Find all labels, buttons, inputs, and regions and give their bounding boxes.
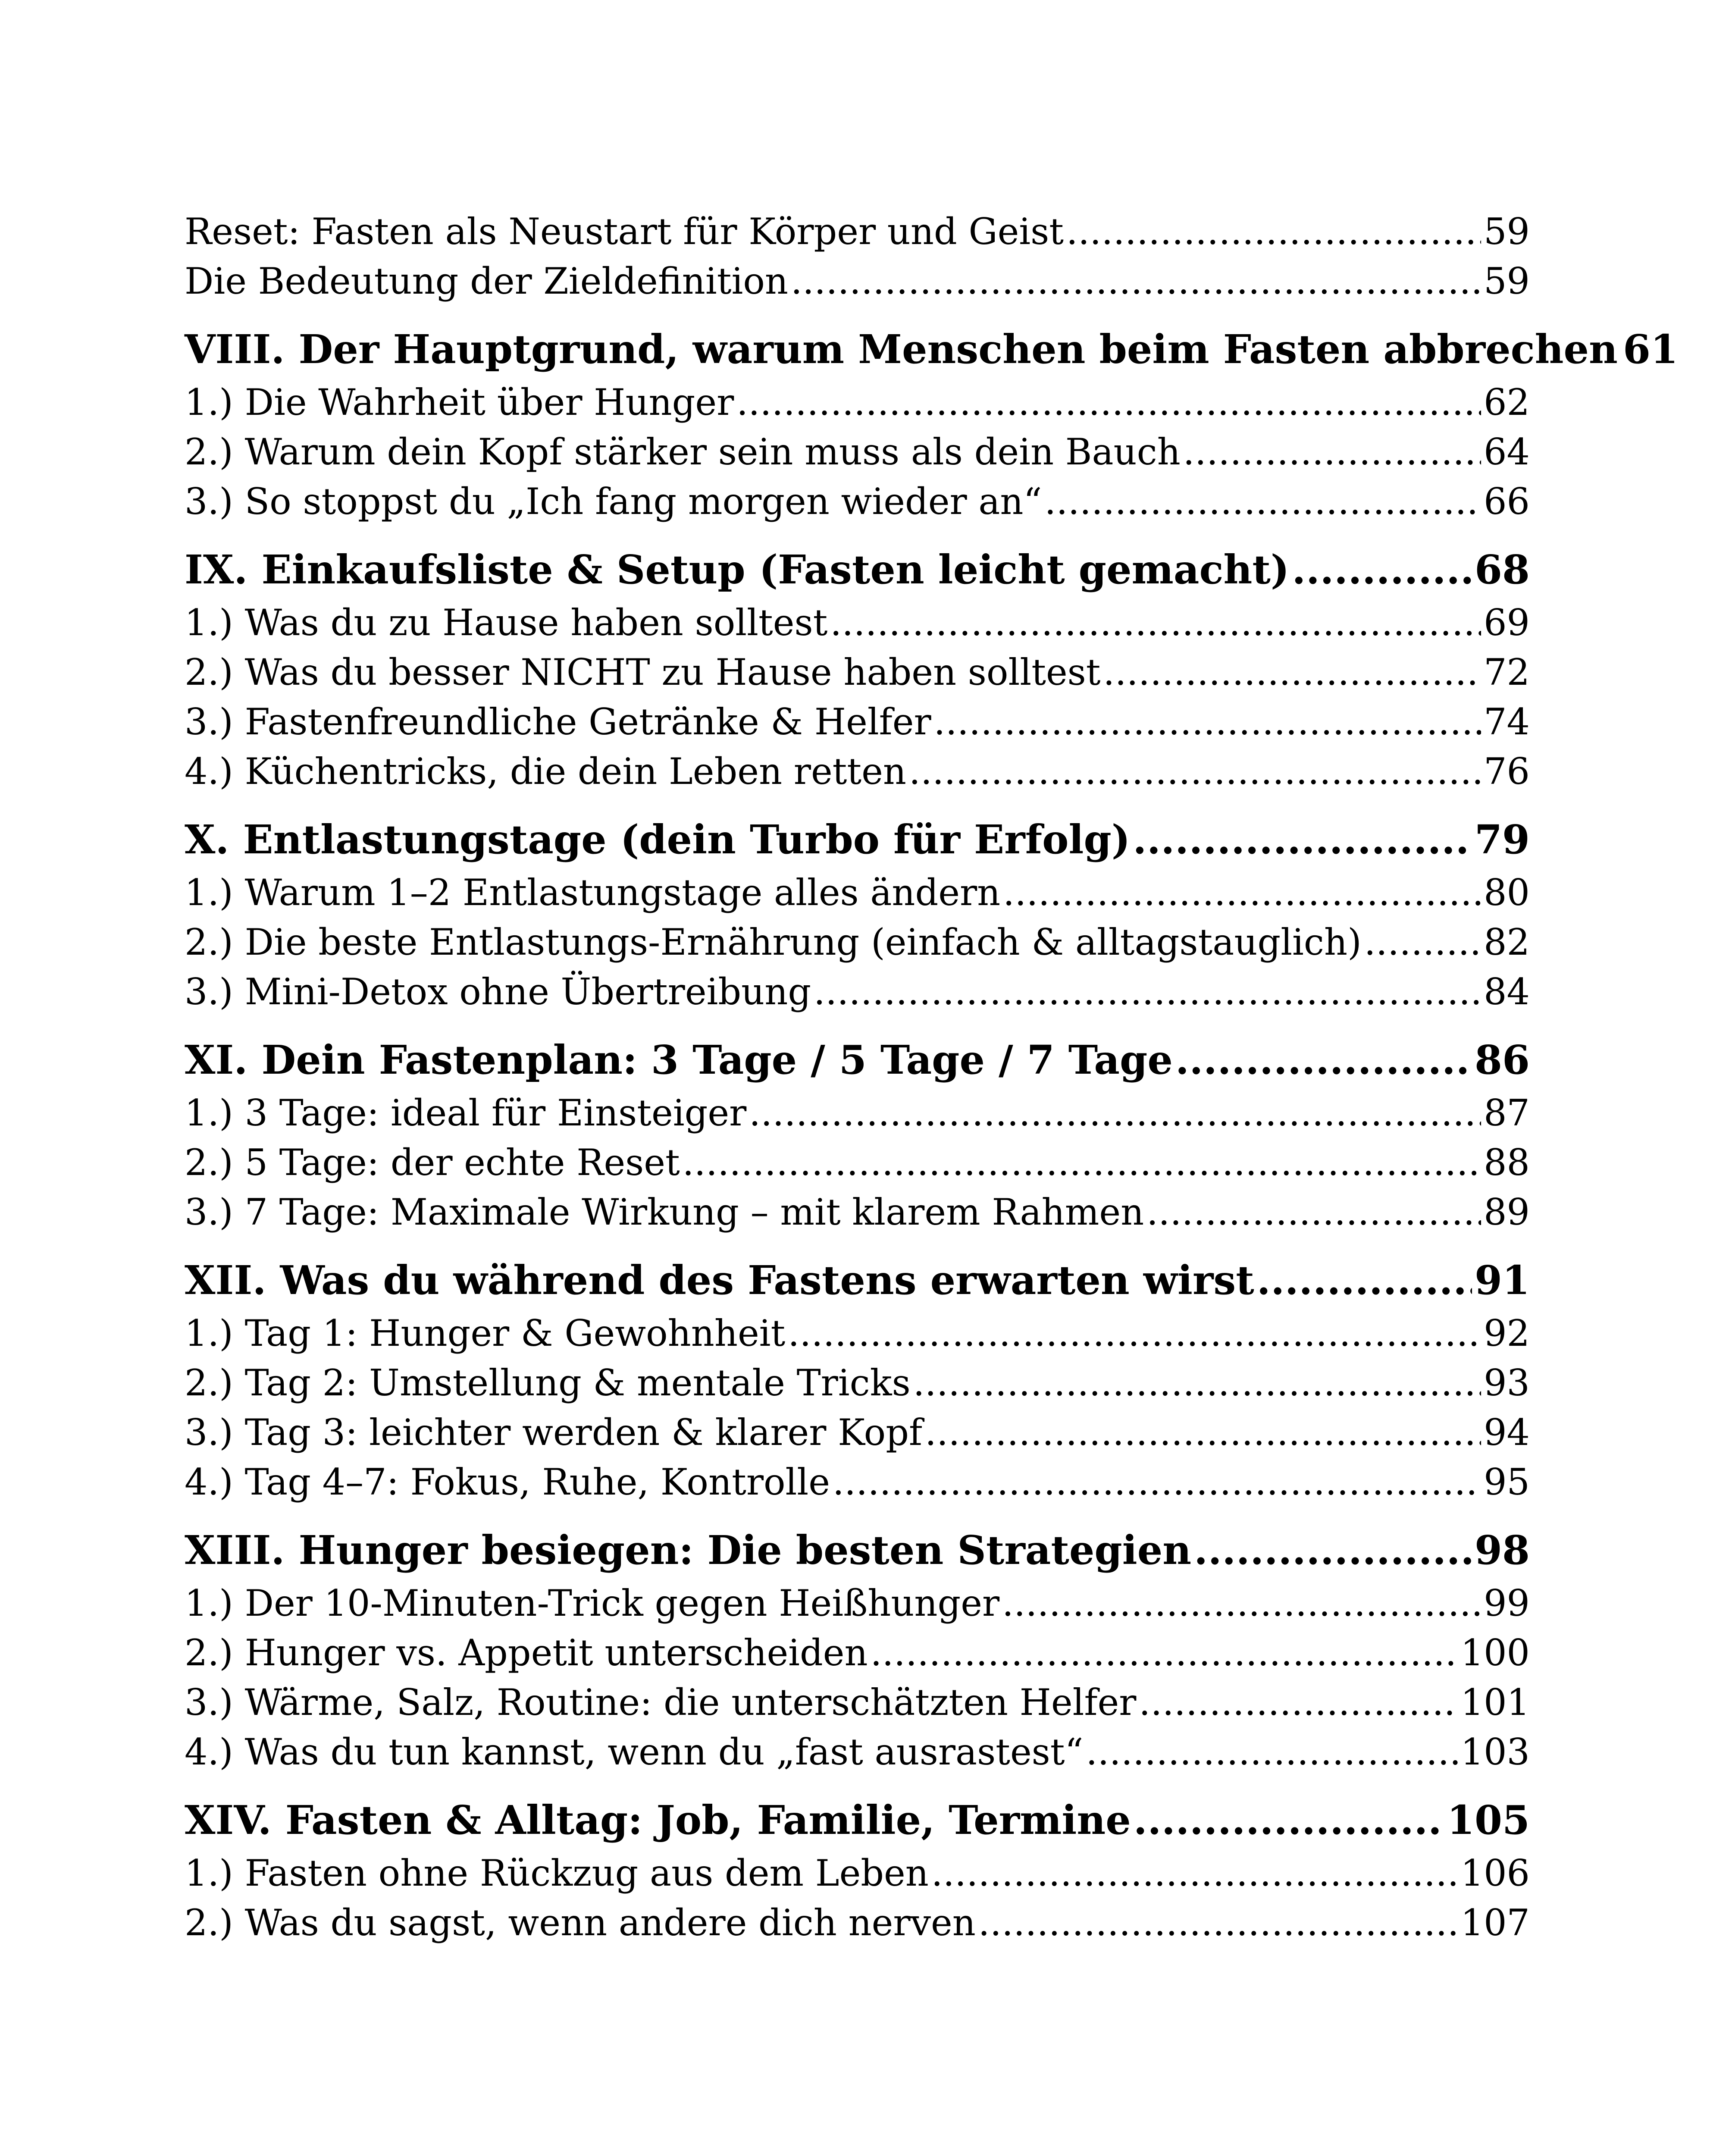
toc-entry [185,1408,1530,1457]
dot-leader [683,1138,1481,1188]
dot-leader [1364,918,1481,967]
toc-entry [185,1727,1530,1777]
toc-entry [185,378,1530,427]
toc-entry-page: 66 [1484,480,1530,523]
dot-leader [925,1408,1481,1457]
toc-entry-page: 89 [1484,1191,1530,1233]
toc-chapter-page: 68 [1474,546,1530,593]
toc-entry [185,1898,1530,1948]
toc-chapter-title: XIV. Fasten & Alltag: Job, Familie, Termine [185,1797,1131,1843]
toc-chapter-title: X. Entlastungstage (dein Turbo für Erfolg) [185,816,1131,863]
toc-entry-label: 2.) Tag 2: Umstellung & mentale Tricks [185,1362,911,1404]
toc-entry-label: 1.) Fasten ohne Rückzug aus dem Leben [185,1852,929,1894]
toc-entry-label: 2.) 5 Tage: der echte Reset [185,1141,680,1184]
toc-chapter-heading [185,1522,1530,1579]
dot-leader [1292,541,1472,598]
dot-leader [1002,1579,1481,1628]
toc-entry [185,257,1530,306]
toc-entry-page: 72 [1484,651,1530,693]
dot-leader [1175,1031,1472,1088]
toc-entry-page: 82 [1484,921,1530,963]
toc-entry-page: 95 [1484,1461,1530,1503]
toc-entry-page: 76 [1484,750,1530,793]
toc-entry-page: 103 [1460,1731,1530,1773]
toc-chapter-heading [185,321,1678,378]
toc-entry [185,1678,1530,1727]
dot-leader [1257,1252,1472,1309]
dot-leader [1086,1727,1458,1777]
toc-entry [185,1309,1530,1358]
toc-entry-label: 2.) Hunger vs. Appetit unterscheiden [185,1632,868,1674]
toc-entry-page: 99 [1484,1582,1530,1624]
toc-chapter-title: XI. Dein Fastenplan: 3 Tage / 5 Tage / 7 Tage [185,1037,1173,1083]
toc-entry [185,477,1530,526]
toc-entry-label: 3.) Tag 3: leichter werden & klarer Kopf [185,1411,923,1454]
toc-entry-label: 1.) 3 Tage: ideal für Einsteiger [185,1092,747,1134]
toc-entry-label: Reset: Fasten als Neustart für Körper und Geist [185,210,1064,253]
toc-chapter-heading [185,811,1530,868]
dot-leader [1183,427,1481,477]
toc-entry-page: 94 [1484,1411,1530,1454]
toc-entry-page: 88 [1484,1141,1530,1184]
toc-entry [185,868,1530,918]
dot-leader [1133,811,1472,868]
toc-chapter-title: XII. Was du während des Fastens erwarten wirst [185,1257,1254,1304]
dot-leader [1003,868,1481,918]
dot-leader [1146,1188,1481,1237]
toc-chapter-heading [185,541,1530,598]
dot-leader [788,1309,1481,1358]
dot-leader [736,378,1481,427]
dot-leader [913,1358,1481,1408]
toc-entry-label: 3.) Wärme, Salz, Routine: die unterschätzten Helfer [185,1681,1137,1724]
toc-entry-label: 1.) Was du zu Hause haben solltest [185,602,828,644]
toc-entry [185,1138,1530,1188]
toc-entry-page: 100 [1460,1632,1530,1674]
toc-entry [185,598,1530,648]
dot-leader [1139,1678,1458,1727]
toc-chapter-page: 91 [1474,1257,1530,1304]
dot-leader [791,257,1481,306]
dot-leader [1194,1522,1472,1579]
toc-entry-page: 69 [1484,602,1530,644]
dot-leader [931,1849,1458,1898]
toc-entry-page: 92 [1484,1312,1530,1354]
toc-entry [185,1358,1530,1408]
toc-entry [185,697,1530,747]
toc-entry-page: 59 [1484,260,1530,302]
toc-entry-label: 4.) Küchentricks, die dein Leben retten [185,750,906,793]
toc-chapter-page: 61 [1622,326,1678,373]
toc-entry-label: 1.) Warum 1–2 Entlastungstage alles ändern [185,871,1001,914]
toc-entry-label: 1.) Der 10-Minuten-Trick gegen Heißhunger [185,1582,1000,1624]
toc-entry [185,648,1530,697]
toc-chapter-page: 105 [1447,1797,1530,1843]
toc-chapter-heading [185,1792,1530,1849]
toc-entry-label: 3.) So stoppst du „Ich fang morgen wieder an“ [185,480,1042,523]
toc-entry-page: 87 [1484,1092,1530,1134]
toc-entry-page: 80 [1484,871,1530,914]
toc-entry-label: Die Bedeutung der Zieldefinition [185,260,788,302]
toc-chapter-heading [185,1031,1530,1088]
toc-entry-label: 2.) Was du sagst, wenn andere dich nerven [185,1902,976,1944]
dot-leader [1066,207,1481,257]
toc-entry [185,747,1530,796]
table-of-contents [185,207,1678,1948]
dot-leader [830,598,1481,648]
toc-entry [185,918,1530,967]
toc-entry [185,1088,1530,1138]
toc-entry-page: 93 [1484,1362,1530,1404]
toc-entry-page: 84 [1484,971,1530,1013]
toc-entry-label: 3.) 7 Tage: Maximale Wirkung – mit klarem Rahmen [185,1191,1144,1233]
toc-entry [185,1188,1530,1237]
toc-chapter-page: 79 [1474,816,1530,863]
dot-leader [1044,477,1481,526]
toc-entry-page: 106 [1460,1852,1530,1894]
toc-entry-label: 3.) Fastenfreundliche Getränke & Helfer [185,701,931,743]
dot-leader [749,1088,1481,1138]
toc-entry-page: 64 [1484,431,1530,473]
toc-entry-page: 62 [1484,381,1530,423]
toc-entry-label: 2.) Die beste Entlastungs-Ernährung (einfach & alltagstauglich) [185,921,1362,963]
dot-leader [871,1628,1458,1678]
toc-chapter-title: VIII. Der Hauptgrund, warum Menschen beim Fasten abbrechen [185,326,1618,373]
dot-leader [1103,648,1481,697]
toc-entry [185,207,1530,257]
toc-entry [185,1628,1530,1678]
toc-entry-label: 2.) Was du besser NICHT zu Hause haben solltest [185,651,1101,693]
toc-entry [185,967,1530,1017]
toc-entry-label: 2.) Warum dein Kopf stärker sein muss als dein Bauch [185,431,1181,473]
toc-chapter-heading [185,1252,1530,1309]
toc-chapter-title: XIII. Hunger besiegen: Die besten Strategien [185,1527,1192,1573]
toc-chapter-page: 86 [1474,1037,1530,1083]
toc-entry [185,1457,1530,1507]
toc-entry-page: 74 [1484,701,1530,743]
toc-entry-label: 4.) Tag 4–7: Fokus, Ruhe, Kontrolle [185,1461,830,1503]
toc-chapter-page: 98 [1474,1527,1530,1573]
dot-leader [909,747,1481,796]
dot-leader [934,697,1481,747]
toc-entry-page: 59 [1484,210,1530,253]
dot-leader [978,1898,1458,1948]
toc-entry [185,427,1530,477]
toc-entry-page: 107 [1460,1902,1530,1944]
toc-entry-label: 3.) Mini-Detox ohne Übertreibung [185,971,811,1013]
toc-entry-page: 101 [1460,1681,1530,1724]
dot-leader [1134,1792,1444,1849]
toc-entry [185,1579,1530,1628]
toc-entry [185,1849,1530,1898]
dot-leader [814,967,1481,1017]
toc-entry-label: 1.) Die Wahrheit über Hunger [185,381,734,423]
toc-chapter-title: IX. Einkaufsliste & Setup (Fasten leicht gemacht) [185,546,1290,593]
dot-leader [833,1457,1481,1507]
toc-entry-label: 4.) Was du tun kannst, wenn du „fast ausrastest“ [185,1731,1084,1773]
toc-entry-label: 1.) Tag 1: Hunger & Gewohnheit [185,1312,786,1354]
